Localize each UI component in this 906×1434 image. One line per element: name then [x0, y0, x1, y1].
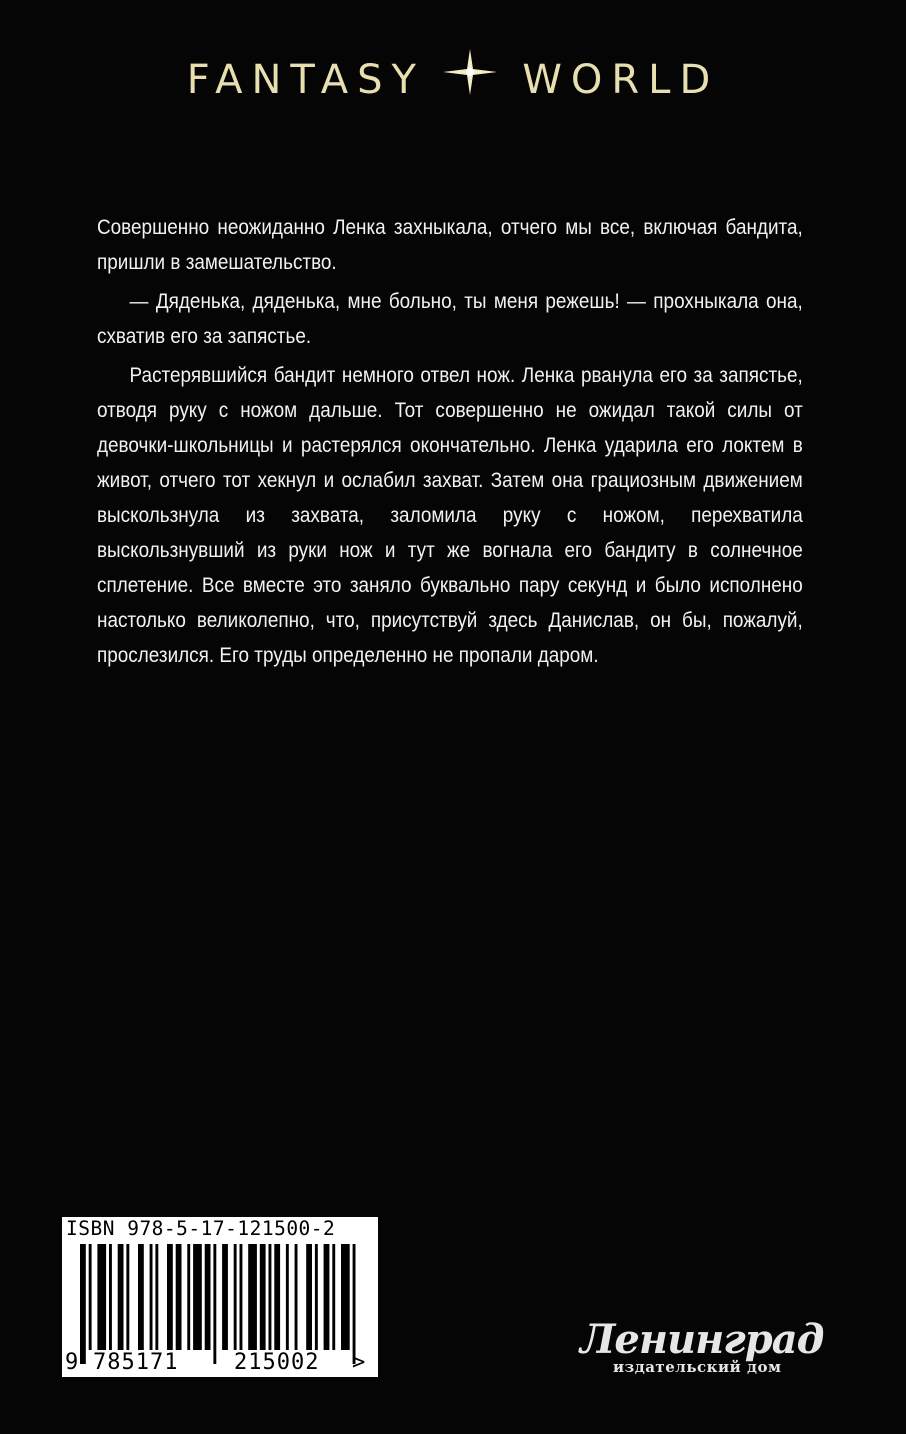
barcode-bar [150, 1244, 153, 1350]
barcode-bar [332, 1244, 335, 1350]
barcode-bar [286, 1244, 289, 1350]
barcode-bar [295, 1244, 298, 1350]
barcode-left-digits: 785171 [93, 1350, 179, 1375]
barcode-bar [193, 1244, 202, 1350]
barcode-bar [126, 1244, 129, 1350]
barcode-bar [248, 1244, 257, 1350]
barcode-bar [269, 1244, 272, 1350]
barcode-bar [89, 1244, 92, 1350]
barcode-bar [118, 1244, 124, 1350]
barcode-bar [260, 1244, 266, 1350]
barcode-bar [187, 1244, 190, 1350]
barcode-bar [138, 1244, 144, 1350]
series-word-world: WORLD [522, 57, 720, 103]
barcode-bar [213, 1244, 216, 1364]
barcode-bar [205, 1244, 211, 1350]
barcode-bar [109, 1244, 112, 1350]
isbn-barcode [62, 1217, 378, 1377]
barcode-bar [240, 1244, 243, 1350]
barcode-bar [222, 1244, 228, 1350]
barcode-bar [155, 1244, 158, 1350]
publisher-subtitle: издательский дом [613, 1358, 782, 1376]
barcode-bar [234, 1244, 237, 1350]
barcode-bar [97, 1244, 106, 1350]
blurb-paragraph-3: Растерявшийся бандит немного отвел нож. Ленка рванула его за запястье, отводя руку с ножом дальше. Тот совершенно не ожидал такой силы от девочки-школьницы и растерялся окончательно. Ленка ударила его локтем в живот, отчего тот хекнул и ослабил захват. Затем она грациозным движением выскользнула из захвата, заломила руку с ножом, перехватила выскользнувший из руки нож и тут же вогнала его бандиту в солнечное сплетение. Все вместе это заняло буквально пару секунд и было исполнено настолько великолепно, что, присутствуй здесь Данислав, он бы, пожалуй, прослезился. Его труды определенно не пропали даром. [97, 363, 803, 667]
barcode-bar [80, 1244, 86, 1364]
barcode-bar [324, 1244, 330, 1350]
publisher-name: Ленинград [580, 1316, 824, 1363]
isbn-label: ISBN 978-5-17-121500-2 [66, 1217, 336, 1240]
barcode-right-digits: 215002 [234, 1350, 320, 1375]
series-logo [0, 48, 906, 108]
four-point-star-icon [443, 49, 497, 112]
blurb-paragraph-2: — Дяденька, дяденька, мне больно, ты меня режешь! — прохныкала она, схватив его за запястье. [97, 289, 803, 348]
blurb-paragraph-1: Совершенно неожиданно Ленка захныкала, отчего мы все, включая бандита, пришли в замешательство. [97, 215, 803, 274]
barcode-bar [176, 1244, 182, 1350]
publisher-logo [580, 1316, 824, 1388]
barcode-bar [341, 1244, 350, 1350]
barcode-bar [274, 1244, 280, 1350]
barcode-bar [167, 1244, 173, 1350]
barcode-bar [353, 1244, 356, 1364]
barcode-arrow: > [352, 1350, 366, 1375]
barcode-bar [315, 1244, 318, 1350]
barcode-first-digit: 9 [65, 1350, 79, 1375]
series-word-fantasy: FANTASY [186, 57, 425, 103]
blurb-text [97, 210, 803, 677]
barcode-bar [306, 1244, 312, 1350]
